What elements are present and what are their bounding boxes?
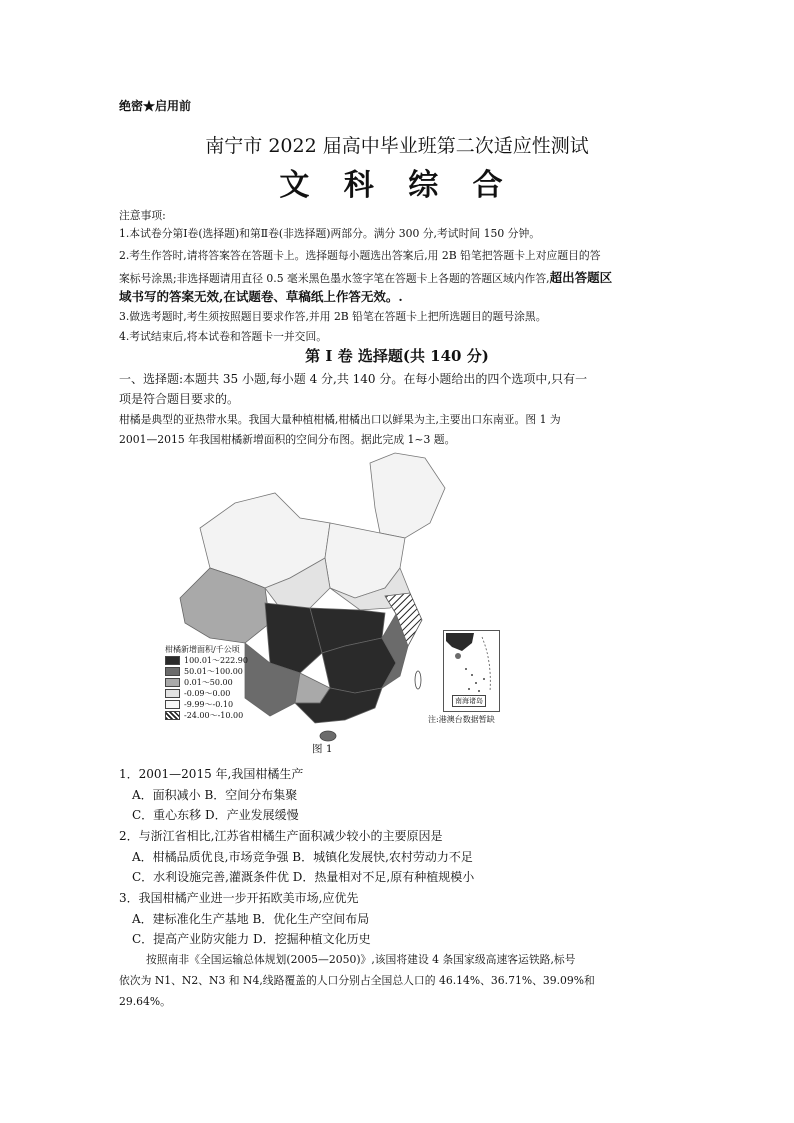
legend-label: 50.01～100.00 xyxy=(184,667,243,676)
legend-item xyxy=(165,666,248,677)
notice-title: 注意事项: xyxy=(119,209,166,222)
subject-title: 文 科 综 合 xyxy=(279,168,515,203)
notice-item-4: 4.考试结束后,将本试卷和答题卡一并交回。 xyxy=(119,330,328,343)
notice-item-2b-text: 案标号涂黑;非选择题请用直径 0.5 毫米黑色墨水签字笔在答题卡上各题的答题区域内作答, xyxy=(119,272,550,285)
passage2-line2: 依次为 N1、N2、N3 和 N4,线路覆盖的人口分别占全国总人口的 46.14%、36.71%、39.09%和 xyxy=(119,974,595,987)
legend-item xyxy=(165,677,248,688)
question-2-options-ab: A．柑橘品质优良,市场竞争强 B．城镇化发展快,农村劳动力不足 xyxy=(132,850,473,864)
question-1-options-ab: A．面积减小 B．空间分布集聚 xyxy=(132,788,298,802)
region-hainan xyxy=(320,731,336,741)
section-intro-a: 一、选择题:本题共 35 小题,每小题 4 分,共 140 分。在每小题给出的四个选项中,只有一 xyxy=(119,372,588,386)
notice-item-2c: 域书写的答案无效,在试题卷、草稿纸上作答无效。. xyxy=(119,289,403,304)
legend-item xyxy=(165,710,248,721)
notice-item-2b-bold: 超出答题区 xyxy=(549,270,613,285)
region-taiwan xyxy=(415,671,421,689)
legend-label: 0.01～50.00 xyxy=(184,678,233,687)
notice-item-1: 1.本试卷分第Ⅰ卷(选择题)和第Ⅱ卷(非选择题)两部分。满分 300 分,考试时间 150 分钟。 xyxy=(119,227,541,240)
map-legend xyxy=(165,644,248,721)
notice-item-3: 3.做选考题时,考生须按照题目要求作答,并用 2B 铅笔在答题卡上把所选题目的题号涂黑。 xyxy=(119,310,547,323)
region-northeast xyxy=(370,453,445,538)
figure-caption: 图 1 xyxy=(312,743,333,755)
legend-item xyxy=(165,655,248,666)
legend-item xyxy=(165,699,248,710)
passage2-line3: 29.64%。 xyxy=(119,995,171,1008)
south-china-sea-inset xyxy=(443,630,500,712)
legend-label: -24.00～-10.00 xyxy=(184,711,244,720)
notice-item-2a: 2.考生作答时,请将答案答在答题卡上。选择题每小题选出答案后,用 2B 铅笔把答题卡上对应题目的答 xyxy=(119,249,601,262)
legend-label: 100.01～222.90 xyxy=(184,656,248,665)
passage1-line1: 柑橘是典型的亚热带水果。我国大量种植柑橘,柑橘出口以鲜果为主,主要出口东南亚。图 1 为 xyxy=(119,413,561,426)
legend-item xyxy=(165,688,248,699)
question-1-options-cd: C．重心东移 D．产业发展缓慢 xyxy=(132,808,299,822)
map-note: 注:港澳台数据暂缺 xyxy=(428,715,495,724)
passage2-line1: 按照南非《全国运输总体规划(2005—2050)》,该国将建设 4 条国家级高速客运铁路,标号 xyxy=(146,953,576,966)
notice-item-2b xyxy=(119,268,612,286)
legend-swatch xyxy=(165,711,180,720)
inset-label: 南海诸岛 xyxy=(452,695,486,707)
legend-title: 柑橘新增面积/千公顷 xyxy=(165,645,240,654)
legend-swatch xyxy=(165,689,180,698)
legend-swatch xyxy=(165,667,180,676)
legend-label: -0.09～0.00 xyxy=(184,689,231,698)
legend-swatch xyxy=(165,700,180,709)
legend-swatch xyxy=(165,656,180,665)
section-title: 第 Ⅰ 卷 选择题(共 140 分) xyxy=(305,347,489,365)
passage1-line2: 2001—2015 年我国柑橘新增面积的空间分布图。据此完成 1~3 题。 xyxy=(119,433,456,446)
confidential-mark: 绝密★启用前 xyxy=(119,99,192,113)
legend-label: -9.99～-0.10 xyxy=(184,700,234,709)
question-3-options-ab: A．建标准化生产基地 B．优化生产空间布局 xyxy=(132,912,370,926)
legend-swatch xyxy=(165,678,180,687)
section-intro-b: 项是符合题目要求的。 xyxy=(119,392,240,406)
question-1-stem: 1．2001—2015 年,我国柑橘生产 xyxy=(119,767,304,781)
question-2-options-cd: C．水利设施完善,灌溉条件优 D．热量相对不足,原有种植规模小 xyxy=(132,870,475,884)
exam-title: 南宁市 2022 届高中毕业班第二次适应性测试 xyxy=(205,135,589,157)
question-3-stem: 3．我国柑橘产业进一步开拓欧美市场,应优先 xyxy=(119,891,359,905)
question-2-stem: 2．与浙江省相比,江苏省柑橘生产面积减少较小的主要原因是 xyxy=(119,829,443,843)
question-3-options-cd: C．提高产业防灾能力 D．挖掘种植文化历史 xyxy=(132,932,371,946)
